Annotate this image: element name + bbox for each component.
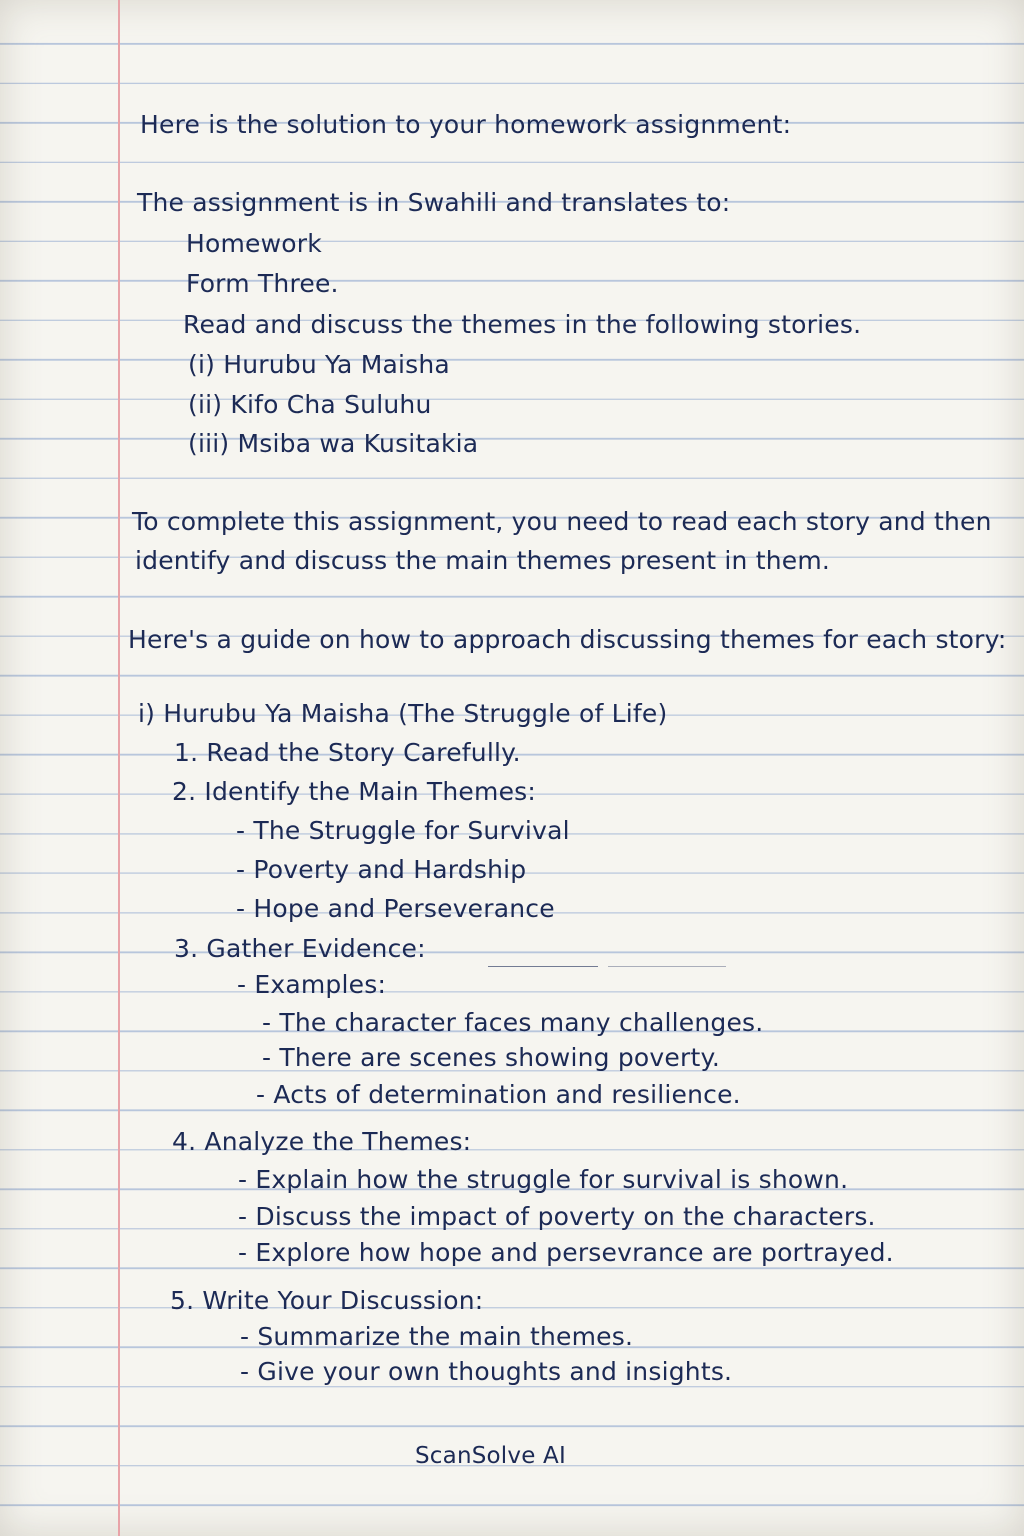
stray-pen-mark [608, 966, 726, 967]
section-title: i) Hurubu Ya Maisha (The Struggle of Life) [138, 699, 668, 728]
theme-item-2: - Poverty and Hardship [236, 855, 527, 884]
theme-item-3: - Hope and Perseverance [236, 894, 555, 923]
margin-line [118, 0, 120, 1536]
analyze-item-2: - Discuss the impact of poverty on the characters. [238, 1202, 876, 1231]
step-2: 2. Identify the Main Themes: [172, 777, 536, 806]
assignment-intro-line: The assignment is in Swahili and translates to: [137, 188, 731, 217]
homework-line: Homework [186, 229, 322, 258]
intro-line: Here is the solution to your homework assignment: [140, 110, 792, 139]
footer-signature: ScanSolve AI [415, 1443, 566, 1469]
discuss-item-1: - Summarize the main themes. [240, 1322, 634, 1351]
story-item-2: (ii) Kifo Cha Suluhu [188, 390, 432, 419]
example-item-3: - Acts of determination and resilience. [256, 1080, 741, 1109]
story-item-1: (i) Hurubu Ya Maisha [188, 350, 450, 379]
theme-item-1: - The Struggle for Survival [236, 816, 570, 845]
guide-intro-line: Here's a guide on how to approach discussing themes for each story: [128, 625, 1007, 654]
instruction-line-2: identify and discuss the main themes present in them. [135, 546, 831, 575]
instruction-line-1: To complete this assignment, you need to read each story and then [132, 507, 992, 536]
step-5: 5. Write Your Discussion: [170, 1286, 484, 1315]
example-item-2: - There are scenes showing poverty. [262, 1043, 721, 1072]
discuss-item-2: - Give your own thoughts and insights. [240, 1357, 733, 1386]
examples-label: - Examples: [237, 970, 387, 999]
analyze-item-1: - Explain how the struggle for survival is shown. [238, 1165, 849, 1194]
example-item-1: - The character faces many challenges. [262, 1008, 764, 1037]
analyze-item-3: - Explore how hope and persevrance are portrayed. [238, 1238, 894, 1267]
step-3: 3. Gather Evidence: [174, 934, 426, 963]
story-item-3: (iii) Msiba wa Kusitakia [188, 429, 479, 458]
step-1: 1. Read the Story Carefully. [174, 738, 521, 767]
step-4: 4. Analyze the Themes: [172, 1127, 472, 1156]
task-line: Read and discuss the themes in the following stories. [183, 310, 862, 339]
stray-pen-mark [488, 966, 598, 967]
form-line: Form Three. [186, 269, 339, 298]
